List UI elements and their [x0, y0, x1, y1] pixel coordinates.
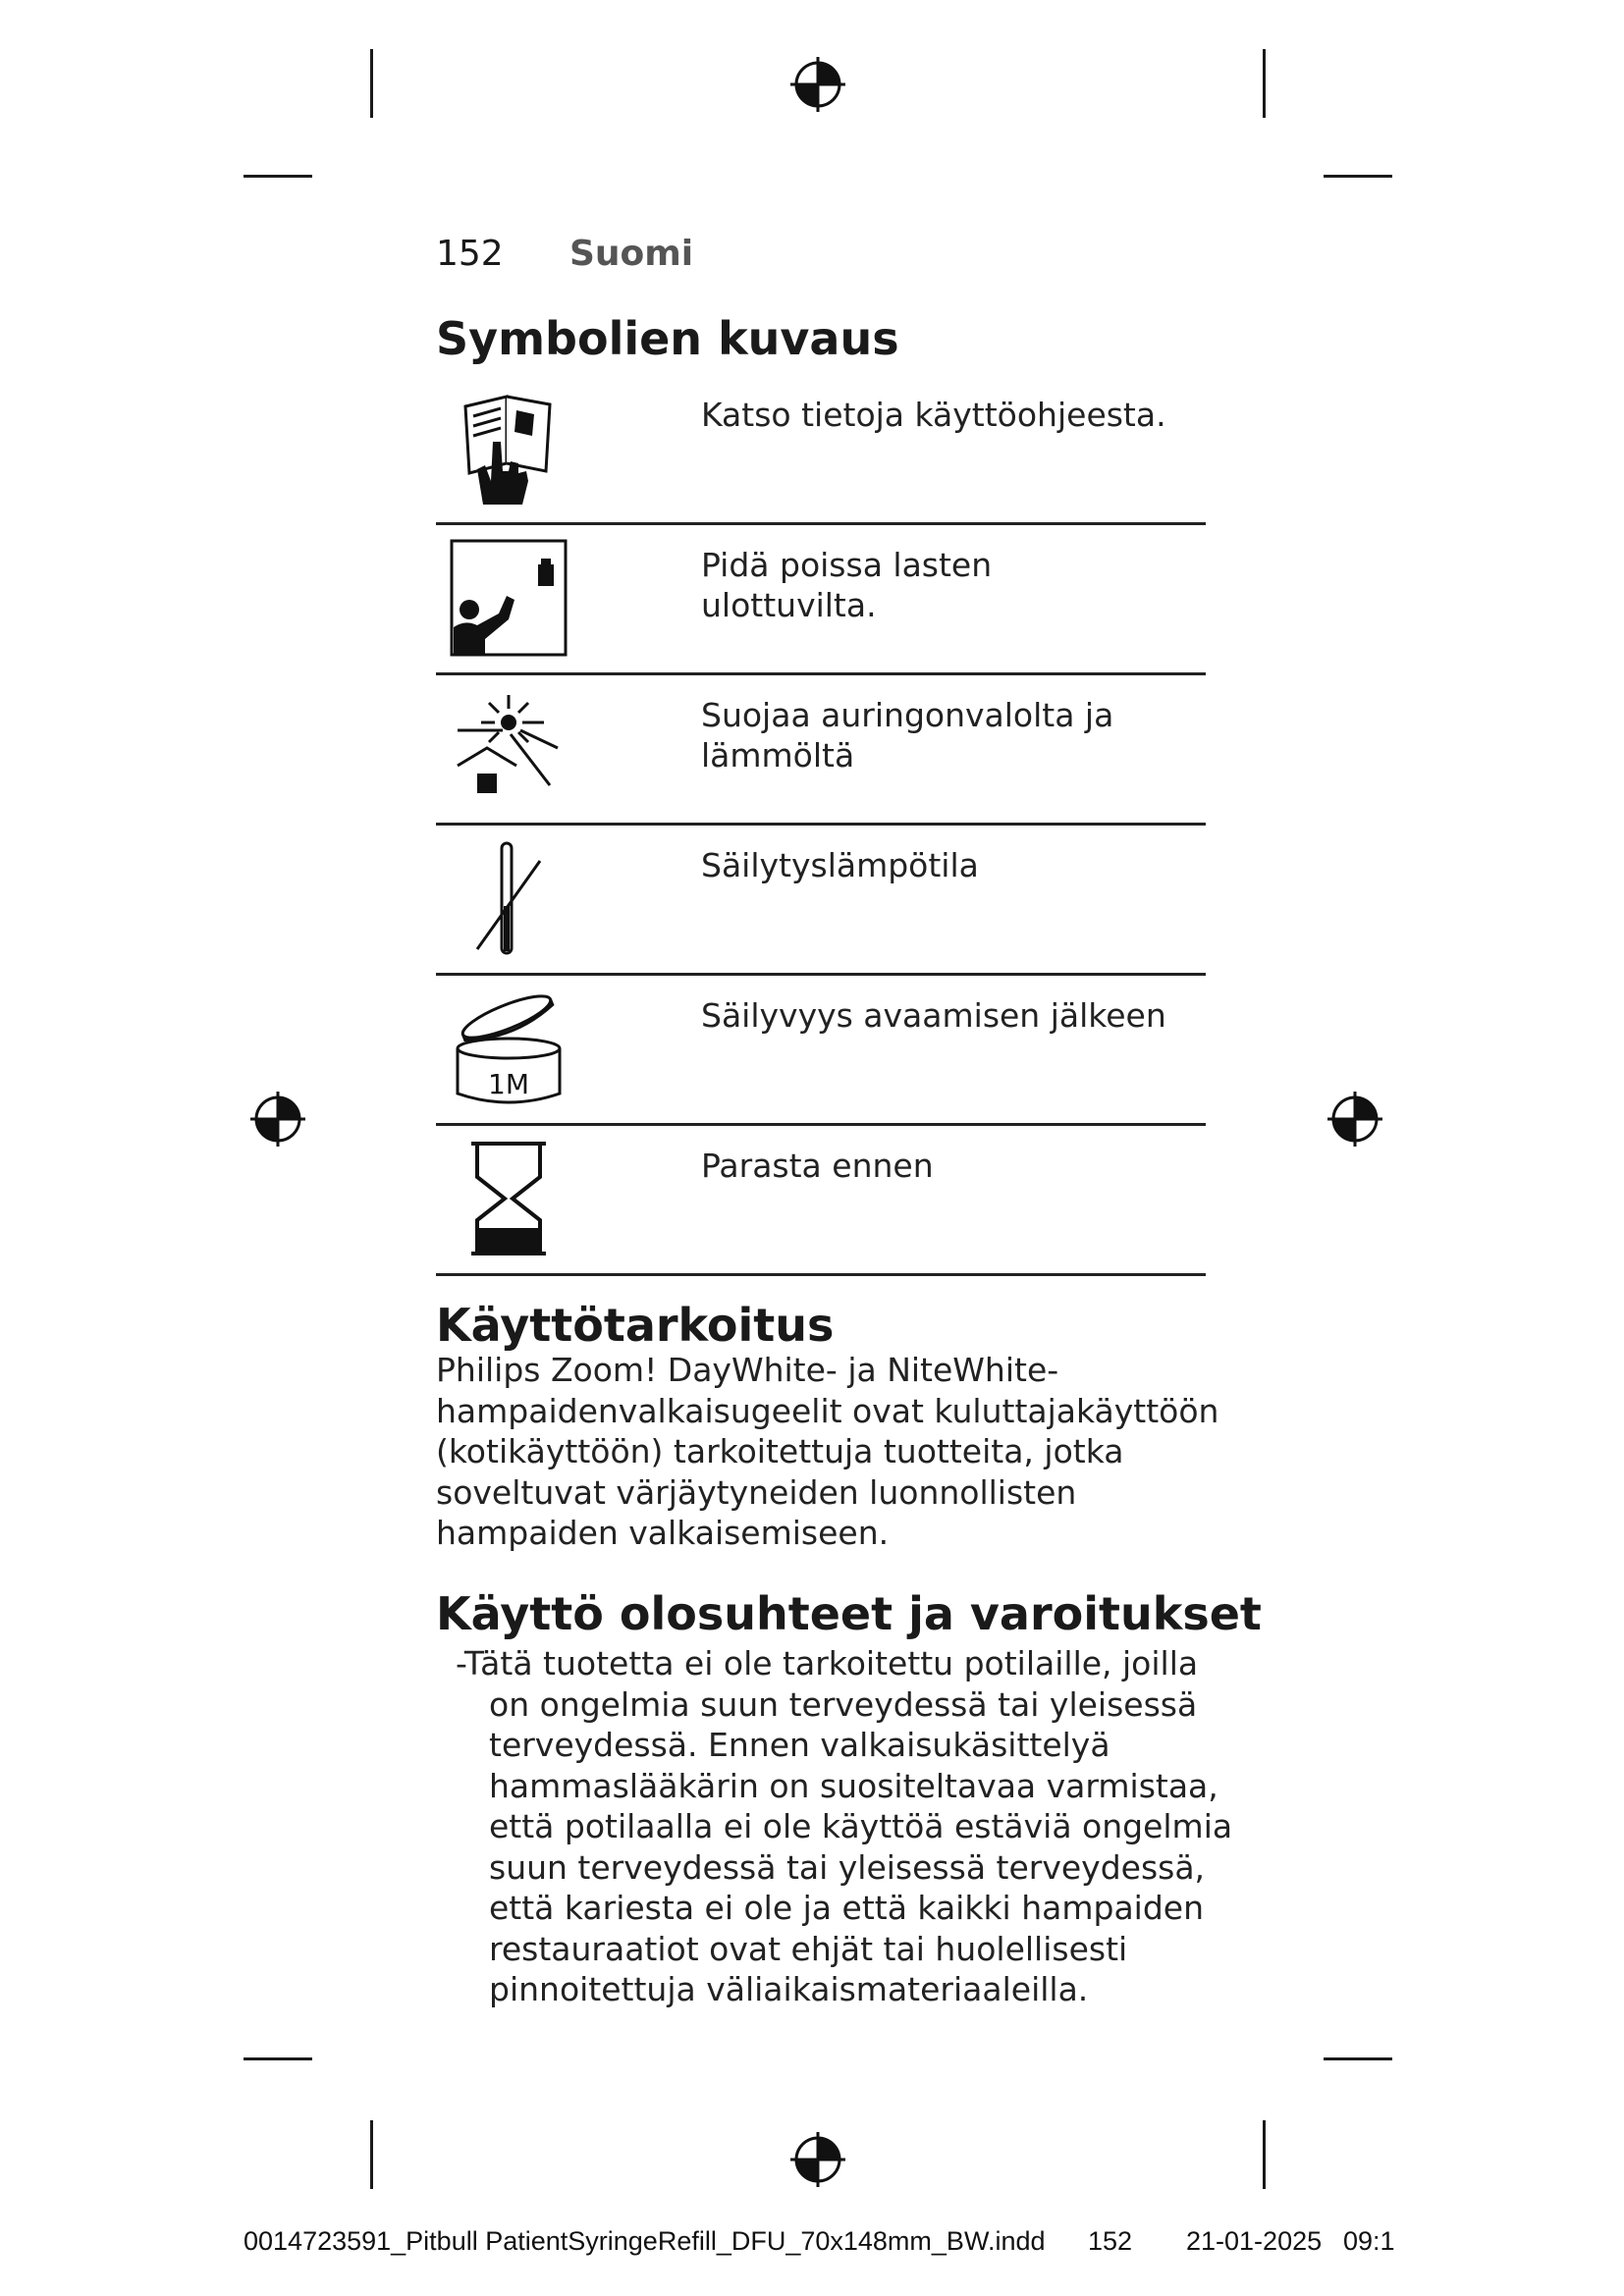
keep-away-from-sunlight-icon [448, 687, 569, 809]
symbol-row [436, 675, 1206, 826]
registration-mark-icon [788, 55, 847, 114]
symbol-row [436, 826, 1206, 976]
slug-filename: 0014723591_Pitbull PatientSyringeRefill_DFU_70x148mm_BW.indd [244, 2226, 1046, 2256]
symbols-table [436, 375, 1206, 1276]
slug-time: 09:1 [1343, 2226, 1395, 2256]
symbol-row [436, 525, 1206, 675]
hourglass-icon [448, 1138, 569, 1259]
slug-page: 152 [1088, 2226, 1133, 2256]
symbol-description: Säilytyslämpötila [701, 846, 979, 884]
intended-use-heading: Käyttötarkoitus [436, 1299, 835, 1352]
symbol-row [436, 375, 1206, 525]
crop-mark [370, 49, 373, 118]
pao-label: 1M [488, 1068, 529, 1100]
temperature-limit-icon [448, 837, 569, 959]
slug-date: 21-01-2025 [1186, 2226, 1323, 2256]
registration-mark-icon [1326, 1090, 1384, 1148]
crop-mark [244, 175, 312, 178]
crop-mark [1324, 2057, 1392, 2060]
symbol-row [436, 976, 1206, 1126]
crop-mark [370, 2120, 373, 2189]
crop-mark [244, 2057, 312, 2060]
language-label: Suomi [569, 234, 694, 274]
crop-mark [1324, 175, 1392, 178]
registration-mark-icon [248, 1090, 307, 1148]
keep-away-from-children-icon [448, 537, 569, 659]
symbol-description: Parasta ennen [701, 1147, 934, 1185]
crop-mark [1263, 49, 1266, 118]
crop-mark [1263, 2120, 1266, 2189]
intended-use-text: Philips Zoom! DayWhite- ja NiteWhite-hampaidenvalkaisugeelit ovat kuluttajakäyttöön (kotikäyttöön) tarkoitettuja tuotteita, jotka soveltuvat värjäytyneiden luonnollisten hampaiden valkaisemiseen. [436, 1351, 1219, 1552]
warnings-text: -Tätä tuotetta ei ole tarkoitettu potilaille, joilla on ongelmia suun terveydessä tai yleisessä terveydessä. Ennen valkaisukäsittelyä hammaslääkärin on suositeltavaa varmistaa, että potilaalla ei ole käyttöä estäviä ongelmia suun terveydessä tai yleisessä terveydessä, että kariesta ei ole ja että kaikki hampaiden restauraatiot ovat ehjät tai huolellisesti pinnoitettuja väliaikaismateriaaleilla. [456, 1644, 1233, 2008]
symbol-description: Suojaa auringonvalolta ja lämmöltä [701, 696, 1114, 774]
symbol-description: Säilyvyys avaamisen jälkeen [701, 996, 1166, 1035]
symbols-heading: Symbolien kuvaus [436, 312, 899, 365]
consult-instructions-icon [448, 387, 569, 508]
page-header [436, 234, 693, 274]
symbol-description: Pidä poissa lasten ulottuvilta. [701, 546, 993, 624]
page-number: 152 [436, 234, 504, 274]
symbol-description: Katso tietoja käyttöohjeesta. [701, 396, 1166, 434]
period-after-opening-icon [448, 988, 569, 1109]
warnings-heading: Käyttö olosuhteet ja varoitukset [436, 1587, 1262, 1640]
registration-mark-icon [788, 2130, 847, 2189]
symbol-row [436, 1126, 1206, 1276]
